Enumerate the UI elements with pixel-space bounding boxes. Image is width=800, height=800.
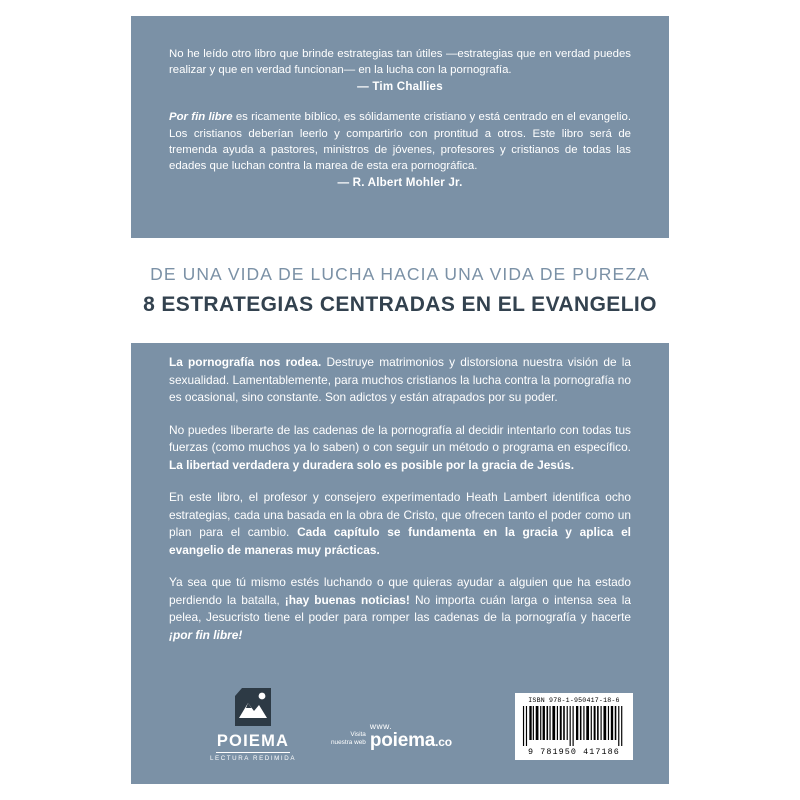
description-bold-2: La libertad verdadera y duradera solo es posible por la gracia de Jesús. [169,457,575,472]
website-url[interactable] [370,722,452,751]
website-www: www. [369,720,393,731]
endorsement-attribution-1: — Tim Challies [357,80,443,94]
headline-band [131,238,669,343]
description-bolditalic-4: ¡por fin libre! [169,627,243,642]
description-bold-4: ¡hay buenas noticias! [284,592,410,607]
ean13-barcode [520,706,628,746]
endorsement-attribution-2: — R. Albert Mohler Jr. [337,176,463,190]
website-domain: poiema.co [369,730,452,751]
endorsement-quote-2: Por fin libre es ricamente bíblico, es sólidamente cristiano y está centrado en el evangelio. Los cristianos deberían leerlo y compartirlo con prontitud a otros. Este libro será de tremenda ayuda a pastores, ministros de jóvenes, profesores y cristianos de todas las edades que luchan contra la marea de esta era pornográfica. [169,111,631,172]
cover-footer [131,654,669,784]
headline-subtitle: DE UNA VIDA DE LUCHA HACIA UNA VIDA DE PUREZA [150,264,650,284]
endorsement-quote-1: No he leído otro libro que brinde estrategias tan útiles —estrategias que en verdad puedes realizar y que en verdad funcionan— en la lucha con la pornografía. [169,48,631,77]
back-cover-description [131,354,669,659]
book-cover [131,16,669,784]
isbn-number: 9 781950 417186 [528,747,620,757]
description-bold-3: Cada capítulo se fundamenta en la gracia y aplica el evangelio de maneras muy prácticas. [169,525,631,557]
description-paragraph-3: En este libro, el profesor y consejero experimentado Heath Lambert identifica ocho estrategias, cada una basada en la obra de Cristo, que ofrecen tanto el poder como un plan para el cambio. Cada capítulo se fundamenta en la gracia y aplica el evangelio de maneras muy prácticas. [169,490,631,557]
publisher-tagline: LECTURA REDIMIDA [209,755,297,762]
description-paragraph-2: No puedes liberarte de las cadenas de la pornografía al decidir intentarlo con todas tus fuerzas (como muchos ya lo saben) o con seguir un método o programa en específico. La libertad verdadera y duradera solo es posible por la gracia de Jesús. [169,422,631,472]
description-lead-bold-1: La pornografía nos rodea. [169,355,322,369]
website-visit-label: Visita nuestra web [331,731,366,746]
endorsement-book-title: Por fin libre [169,111,233,124]
poiema-mountain-icon [230,684,276,730]
isbn-barcode-block [515,693,633,760]
logo-divider [216,752,290,753]
website-block[interactable] [331,722,452,751]
description-paragraph-1: La pornografía nos rodea. Destruye matrimonios y distorsiona nuestra visión de la sexualidad. Lamentablemente, para muchos cristianos la lucha contra la pornografía no es ocasional, sino constante. Son adictos y están atrapados por su poder. [169,355,631,404]
endorsements-section [131,16,669,189]
description-paragraph-4: Ya sea que tú mismo estés luchando o que quieras ayudar a alguien que ha estado perdiendo la batalla, ¡hay buenas noticias! No importa cuán larga o intensa sea la pelea, Jesucristo tiene el poder para romper las cadenas de la pornografía y hacerte ¡por fin libre! [169,575,632,642]
headline-title: 8 ESTRATEGIAS CENTRADAS EN EL EVANGELIO [143,293,657,316]
publisher-name: POIEMA [216,731,290,750]
isbn-label: ISBN 978-1-950417-18-6 [528,697,620,704]
publisher-logo-block [207,684,299,763]
